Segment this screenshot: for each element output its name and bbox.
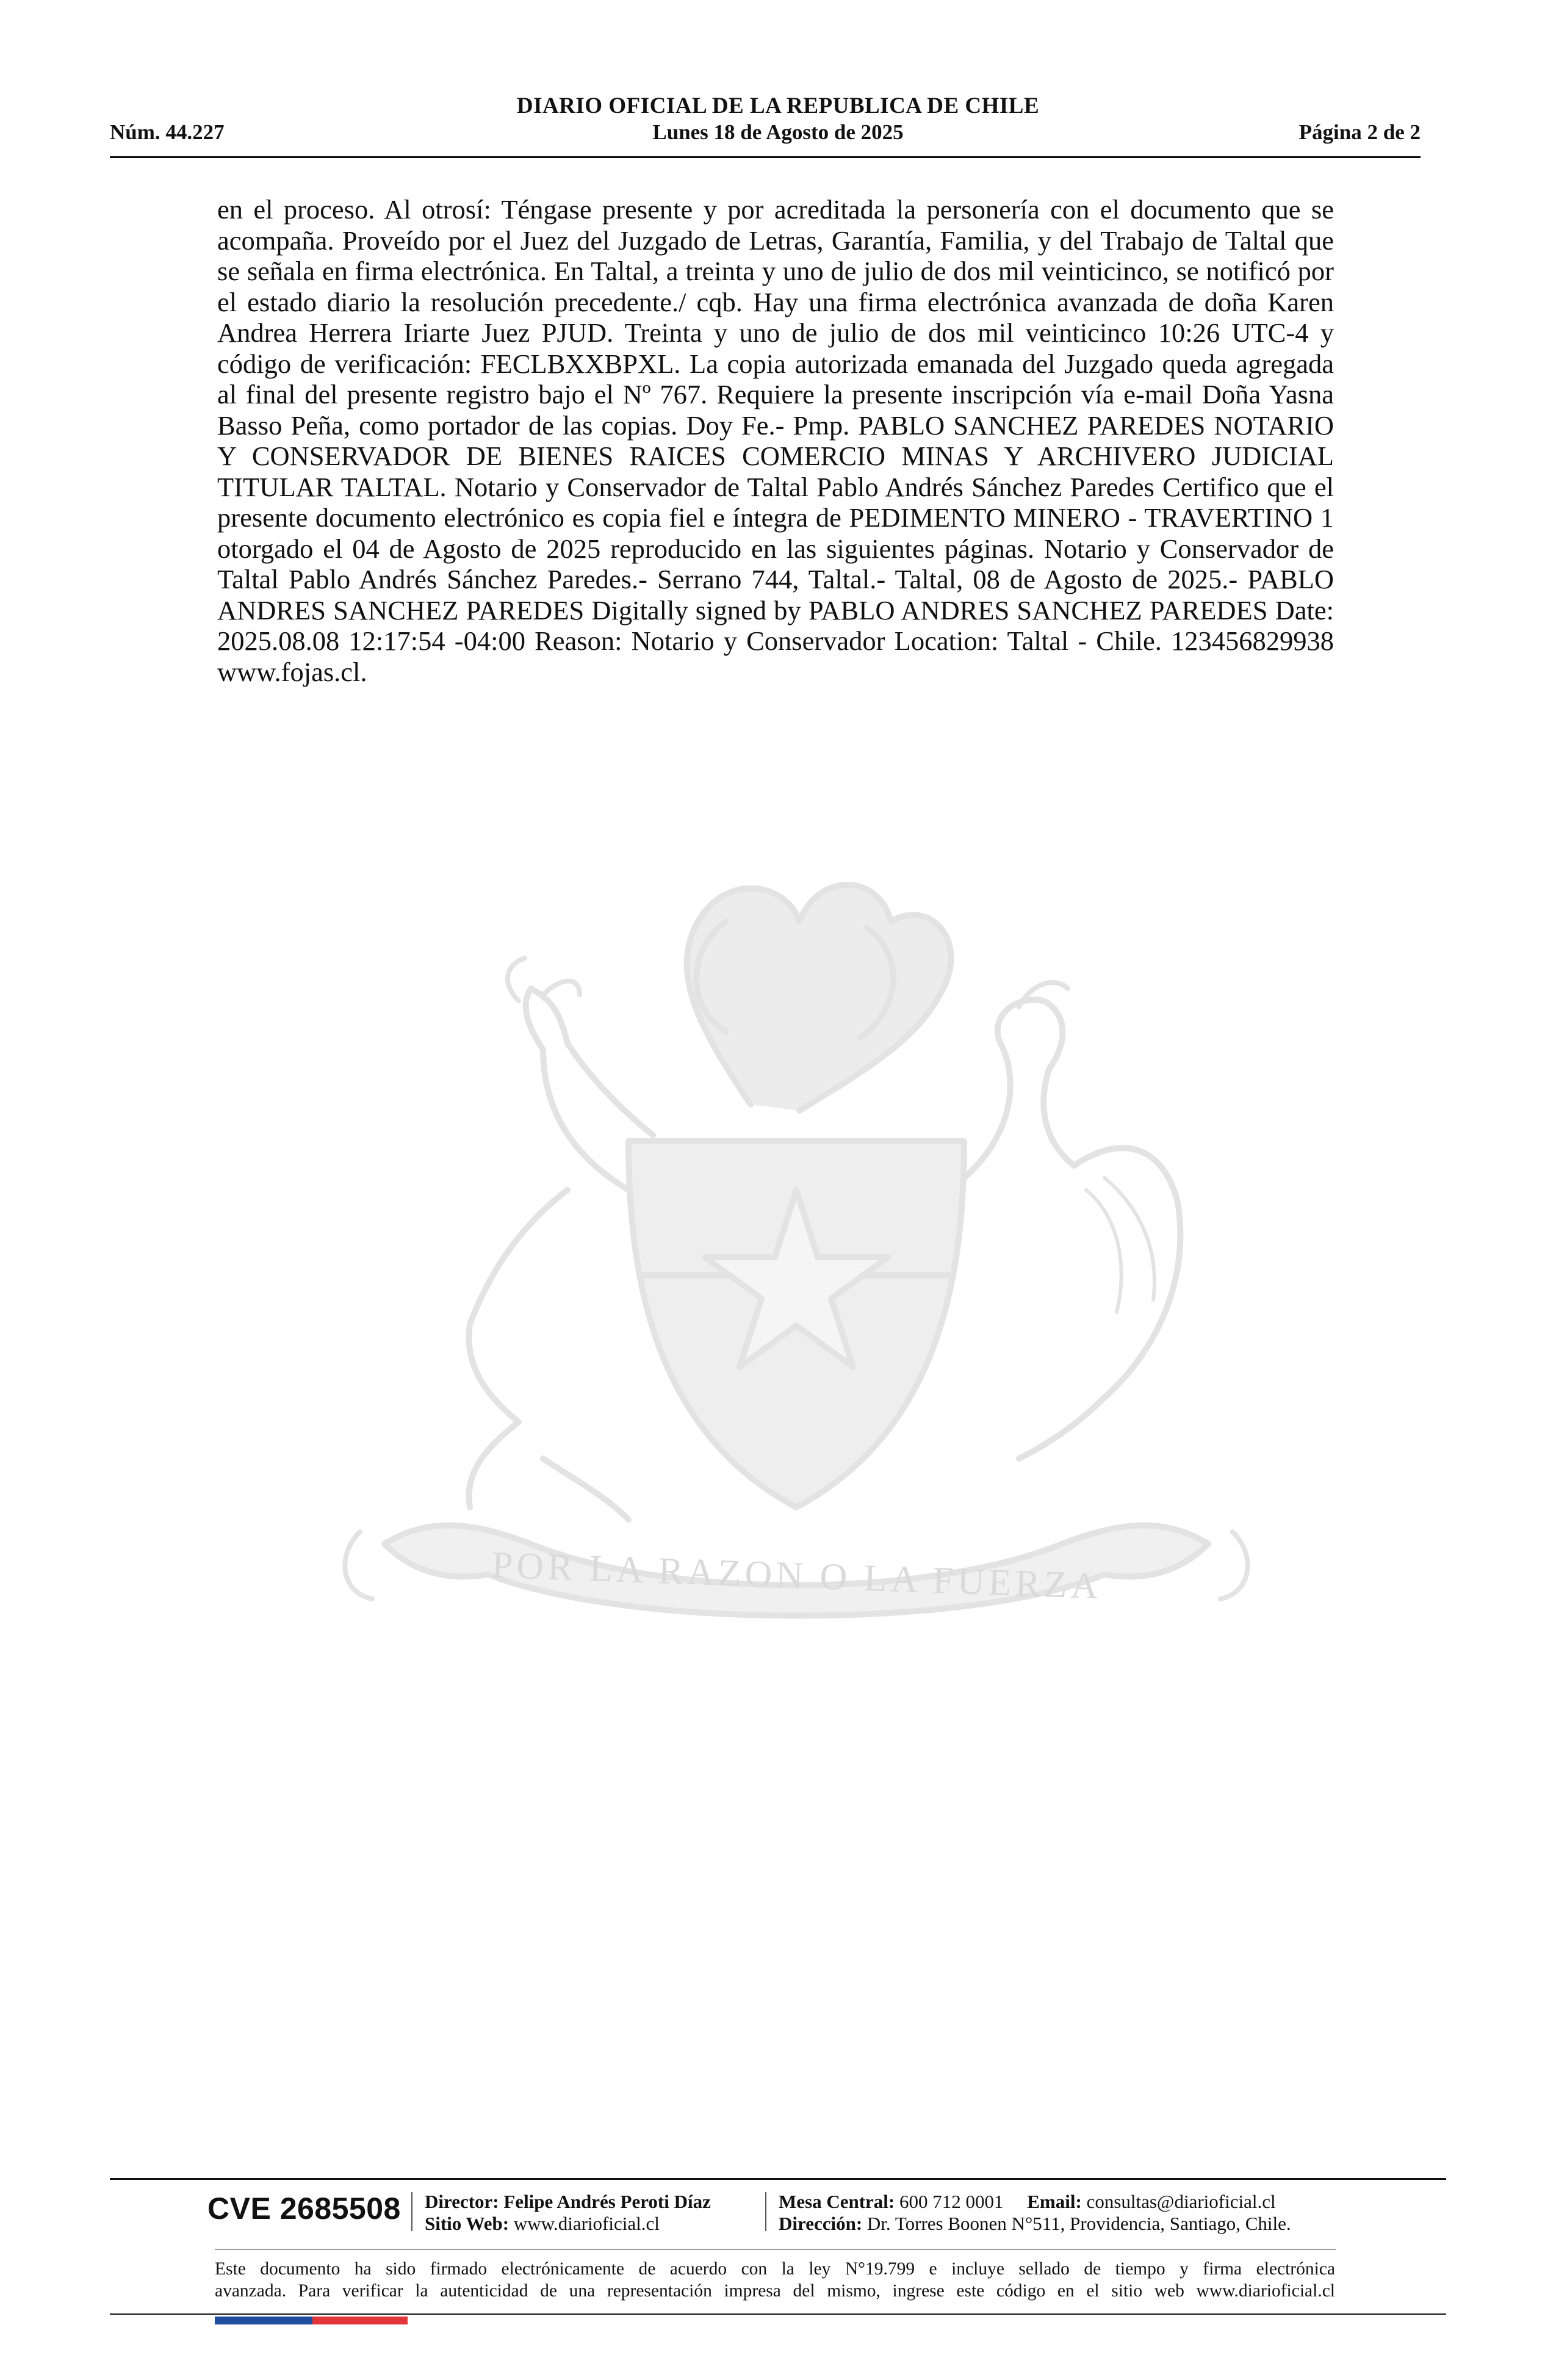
signature-notice-line-1: Este documento ha sido firmado electrónicamente de acuerdo con la ley N°19.799 e incluye sellado de tiempo y firma electrónica bbox=[215, 2259, 1335, 2279]
director-label: Director: bbox=[425, 2191, 499, 2212]
footer-bottom-divider bbox=[110, 2313, 1446, 2315]
cve-code: CVE 2685508 bbox=[207, 2191, 401, 2226]
mesa-central-label: Mesa Central: bbox=[779, 2191, 895, 2212]
signature-notice-line-2: avanzada. Para verificar la autenticidad de una representación impresa del mismo, ingrese este código en el sitio web www.diarioficial.cl bbox=[215, 2281, 1335, 2301]
header-divider bbox=[110, 156, 1421, 158]
website-link[interactable]: www.diarioficial.cl bbox=[513, 2213, 660, 2234]
director-name: Felipe Andrés Peroti Díaz bbox=[503, 2191, 711, 2212]
email-label: Email: bbox=[1027, 2191, 1082, 2212]
newspaper-title: DIARIO OFICIAL DE LA REPUBLICA DE CHILE bbox=[516, 93, 1040, 118]
address-value: Dr. Torres Boonen N°511, Providencia, Santiago, Chile. bbox=[866, 2213, 1291, 2234]
footer-contact bbox=[779, 2191, 1276, 2213]
issue-number: Núm. 44.227 bbox=[110, 120, 225, 144]
document-body-paragraph: en el proceso. Al otrosí: Téngase presente y por acreditada la personería con el documento que se acompaña. Proveído por el Juez del Juzgado de Letras, Garantía, Familia, y del Trabajo de Taltal que se señala en firma electrónica. En Taltal, a treinta y uno de julio de dos mil veinticinco, se notificó por el estado diario la resolución precedente./ cqb. Hay una firma electrónica avanzada de doña Karen Andrea Herrera Iriarte Juez PJUD. Treinta y uno de julio de dos mil veinticinco 10:26 UTC-4 y código de verificación: FECLBXXBPXL. La copia autorizada emanada del Juzgado queda agregada al final del presente registro bajo el Nº 767. Requiere la presente inscripción vía e-mail Doña Yasna Basso Peña, como portador de las copias. Doy Fe.- Pmp. PABLO SANCHEZ PAREDES NOTARIO Y CONSERVADOR DE BIENES RAICES COMERCIO MINAS Y ARCHIVERO JUDICIAL TITULAR TALTAL. Notario y Conservador de Taltal Pablo Andrés Sánchez Paredes Certifico que el presente documento electrónico es copia fiel e íntegra de PEDIMENTO MINERO - TRAVERTINO 1 otorgado el 04 de Agosto de 2025 reproducido en las siguientes páginas. Notario y Conservador de Taltal Pablo Andrés Sánchez Paredes.- Serrano 744, Taltal.- Taltal, 08 de Agosto de 2025.- PABLO ANDRES SANCHEZ PAREDES Digitally signed by PABLO ANDRES SANCHEZ PAREDES Date: 2025.08.08 12:17:54 -04:00 Reason: Notario y Conservador Location: Taltal - Chile. 123456829938 www.fojas.cl. bbox=[217, 194, 1334, 687]
footer-address bbox=[779, 2213, 1291, 2235]
flag-stripe-red bbox=[312, 2317, 408, 2324]
issue-date: Lunes 18 de Agosto de 2025 bbox=[652, 120, 904, 144]
footer-website bbox=[425, 2213, 660, 2235]
footer-separator bbox=[765, 2192, 766, 2231]
address-label: Dirección: bbox=[779, 2213, 863, 2234]
watermark-motto: POR LA RAZON O LA FUERZA bbox=[491, 1544, 1103, 1607]
footer-director bbox=[425, 2191, 711, 2213]
mesa-central-phone: 600 712 0001 bbox=[899, 2191, 1004, 2212]
coat-of-arms-watermark bbox=[201, 848, 1349, 1672]
footer-separator bbox=[411, 2192, 412, 2231]
website-label: Sitio Web: bbox=[425, 2213, 510, 2234]
flag-stripe-blue bbox=[215, 2317, 312, 2324]
footer-top-divider bbox=[110, 2178, 1446, 2180]
email-link[interactable]: consultas@diarioficial.cl bbox=[1086, 2191, 1276, 2212]
footer-middle-divider bbox=[215, 2249, 1336, 2250]
page-indicator: Página 2 de 2 bbox=[1298, 120, 1421, 144]
